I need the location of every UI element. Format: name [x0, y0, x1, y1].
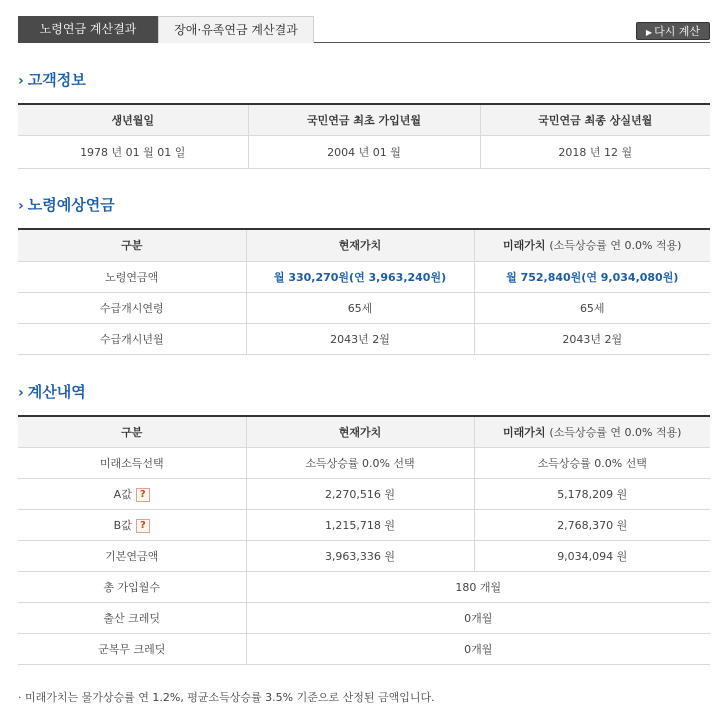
- birthdate-value: 1978 년 01 월 01 일: [18, 135, 248, 168]
- calculation-details-title: [18, 381, 86, 403]
- table-row: [18, 602, 710, 633]
- present-value-cell: 2043년 2월: [246, 323, 474, 354]
- row-label: 노령연금액: [18, 261, 246, 292]
- calculation-details-title-text: 계산내역: [27, 383, 86, 401]
- chevron-right-icon: ›: [18, 385, 24, 401]
- row-label: 미래소득선택: [18, 447, 246, 478]
- customer-info-title-text: 고객정보: [27, 71, 86, 89]
- future-value-cell: 65세: [474, 292, 710, 323]
- row-label: 수급개시년월: [18, 323, 246, 354]
- old-age-pension-title: [18, 194, 115, 216]
- header-present-value: 현재가치: [246, 229, 474, 261]
- recalculate-button[interactable]: [636, 22, 710, 40]
- present-value-cell: 65세: [246, 292, 474, 323]
- present-value-cell: 3,963,336 원: [246, 540, 474, 571]
- future-value-cell: 9,034,094 원: [474, 540, 710, 571]
- future-pension-amount: 월 752,840원(연 9,034,080원): [474, 261, 710, 292]
- table-row: [18, 571, 710, 602]
- header-present-value: 현재가치: [246, 416, 474, 447]
- result-tabs: [18, 16, 710, 43]
- table-row: [18, 509, 710, 540]
- old-age-pension-title-text: 노령예상연금: [27, 196, 115, 214]
- table-row: [18, 478, 710, 509]
- play-arrow-icon: ▶: [645, 28, 653, 37]
- header-future-value: 미래가치 (소득상승률 연 0.0% 적용): [474, 229, 710, 261]
- future-value-cell: 5,178,209 원: [474, 478, 710, 509]
- table-row: [18, 540, 710, 571]
- recalculate-label: 다시 계산: [654, 25, 701, 38]
- help-icon[interactable]: ?: [136, 519, 150, 533]
- table-row: [18, 323, 710, 354]
- calculation-details-table: [18, 415, 710, 665]
- future-value-cell: 소득상승률 0.0% 선택: [474, 447, 710, 478]
- present-value-cell: 2,270,516 원: [246, 478, 474, 509]
- row-label: B값 ?: [18, 509, 246, 540]
- table-row: [18, 633, 710, 664]
- present-pension-amount: 월 330,270원(연 3,963,240원): [246, 261, 474, 292]
- old-age-pension-table: [18, 228, 710, 355]
- tab-old-age-pension-result[interactable]: 노령연금 계산결과: [18, 16, 158, 43]
- row-label: 수급개시연령: [18, 292, 246, 323]
- customer-info-title: [18, 69, 86, 91]
- first-join-value: 2004 년 01 월: [248, 135, 480, 168]
- last-loss-value: 2018 년 12 월: [480, 135, 710, 168]
- tab-disability-survivor-result[interactable]: 장애·유족연금 계산결과: [158, 16, 314, 43]
- chevron-right-icon: ›: [18, 198, 24, 214]
- header-first-join: 국민연금 최초 가입년월: [248, 104, 480, 135]
- future-value-cell: 2,768,370 원: [474, 509, 710, 540]
- header-last-loss: 국민연금 최종 상실년월: [480, 104, 710, 135]
- chevron-right-icon: ›: [18, 73, 24, 89]
- header-category: 구분: [18, 416, 246, 447]
- footnote: · 미래가치는 물가상승률 연 1.2%, 평균소득상승률 3.5% 기준으로 산정된 금액입니다.: [18, 691, 435, 704]
- header-future-value: 미래가치 (소득상승률 연 0.0% 적용): [474, 416, 710, 447]
- help-icon[interactable]: ?: [136, 488, 150, 502]
- merged-value-cell: 0개월: [246, 602, 710, 633]
- row-label: A값 ?: [18, 478, 246, 509]
- table-row: [18, 261, 710, 292]
- row-label: 기본연금액: [18, 540, 246, 571]
- table-row: [18, 292, 710, 323]
- table-row: [18, 447, 710, 478]
- present-value-cell: 1,215,718 원: [246, 509, 474, 540]
- present-value-cell: 소득상승률 0.0% 선택: [246, 447, 474, 478]
- header-birthdate: 생년월일: [18, 104, 248, 135]
- customer-info-table: [18, 103, 710, 169]
- future-value-cell: 2043년 2월: [474, 323, 710, 354]
- row-label: 출산 크레딧: [18, 602, 246, 633]
- row-label: 군복무 크레딧: [18, 633, 246, 664]
- merged-value-cell: 180 개월: [246, 571, 710, 602]
- merged-value-cell: 0개월: [246, 633, 710, 664]
- row-label: 총 가입월수: [18, 571, 246, 602]
- header-category: 구분: [18, 229, 246, 261]
